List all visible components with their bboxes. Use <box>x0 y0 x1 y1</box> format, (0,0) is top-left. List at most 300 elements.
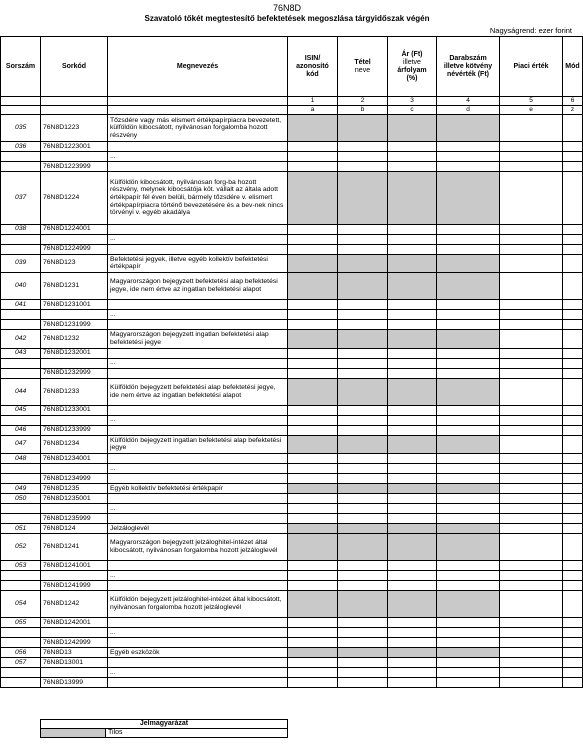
row-sorszam <box>1 504 41 514</box>
cell-piaci-ertek[interactable] <box>500 234 563 244</box>
cell-ar[interactable] <box>388 638 437 648</box>
cell-piaci-ertek[interactable] <box>500 152 563 162</box>
cell-darabszam <box>437 172 500 225</box>
cell-piaci-ertek[interactable] <box>500 405 563 415</box>
cell-isin[interactable] <box>288 162 338 172</box>
cell-ar <box>388 648 437 658</box>
cell-darabszam[interactable] <box>437 561 500 571</box>
cell-tetel[interactable] <box>338 405 388 415</box>
cell-isin[interactable] <box>288 142 338 152</box>
table-row <box>1 668 583 678</box>
cell-mod[interactable] <box>563 494 583 504</box>
cell-isin[interactable] <box>288 368 338 378</box>
row-sorszam <box>1 415 41 425</box>
cell-isin <box>288 330 338 349</box>
cell-darabszam[interactable] <box>437 464 500 474</box>
cell-ar[interactable] <box>388 405 437 415</box>
cell-tetel <box>338 524 388 534</box>
cell-darabszam[interactable] <box>437 628 500 638</box>
cell-tetel[interactable] <box>338 504 388 514</box>
row-megnevezes: ... <box>108 358 288 368</box>
row-sorszam <box>1 514 41 524</box>
cell-isin <box>288 172 338 225</box>
cell-tetel[interactable] <box>338 162 388 172</box>
cell-isin[interactable] <box>288 464 338 474</box>
row-megnevezes <box>108 618 288 628</box>
cell-mod[interactable] <box>563 358 583 368</box>
col-letter-a: a <box>288 106 338 115</box>
cell-ar <box>388 435 437 454</box>
cell-darabszam[interactable] <box>437 348 500 358</box>
cell-isin[interactable] <box>288 474 338 484</box>
col-number-blank <box>1 97 41 106</box>
cell-piaci-ertek[interactable] <box>500 368 563 378</box>
row-sorszam <box>1 358 41 368</box>
cell-piaci-ertek[interactable] <box>500 504 563 514</box>
cell-piaci-ertek[interactable] <box>500 254 563 273</box>
cell-ar[interactable] <box>388 348 437 358</box>
cell-isin[interactable] <box>288 581 338 591</box>
cell-tetel[interactable] <box>338 425 388 435</box>
row-megnevezes: ... <box>108 668 288 678</box>
column-number-row <box>1 97 583 106</box>
cell-piaci-ertek[interactable] <box>500 273 563 300</box>
row-megnevezes <box>108 581 288 591</box>
cell-ar[interactable] <box>388 678 437 688</box>
cell-mod[interactable] <box>563 224 583 234</box>
cell-darabszam[interactable] <box>437 658 500 668</box>
row-megnevezes: Külföldön kibocsátott, nyilvánosan forg-ba hozott részvény, melynek kibocsátója köt. vállalt az általa adott értékpapír fél éven belüli, bármely tőzsdére v. elismert értékpapírpiacra történő bevezetésére és a bev-nek nincs törvényi v. egyéb akadálya <box>108 172 288 225</box>
table-row <box>1 330 583 349</box>
cell-mod[interactable] <box>563 320 583 330</box>
table-row <box>1 638 583 648</box>
cell-piaci-ertek[interactable] <box>500 224 563 234</box>
cell-mod[interactable] <box>563 310 583 320</box>
cell-mod[interactable] <box>563 115 583 142</box>
cell-darabszam[interactable] <box>437 415 500 425</box>
cell-piaci-ertek[interactable] <box>500 581 563 591</box>
cell-ar[interactable] <box>388 320 437 330</box>
cell-darabszam[interactable] <box>437 310 500 320</box>
cell-tetel[interactable] <box>338 571 388 581</box>
row-sorszam: 043 <box>1 348 41 358</box>
cell-tetel[interactable] <box>338 358 388 368</box>
cell-mod[interactable] <box>563 172 583 225</box>
cell-piaci-ertek[interactable] <box>500 415 563 425</box>
col-number-2: 2 <box>338 97 388 106</box>
col-header-tetel <box>338 37 388 97</box>
row-sorkod <box>41 628 108 638</box>
cell-tetel[interactable] <box>338 494 388 504</box>
cell-mod[interactable] <box>563 658 583 668</box>
cell-mod[interactable] <box>563 484 583 494</box>
cell-tetel[interactable] <box>338 152 388 162</box>
row-sorkod: 76N8D13 <box>41 648 108 658</box>
cell-ar[interactable] <box>388 514 437 524</box>
cell-darabszam[interactable] <box>437 504 500 514</box>
col-header-isin-line3: kód <box>306 70 319 78</box>
cell-ar[interactable] <box>388 234 437 244</box>
row-sorszam <box>1 464 41 474</box>
cell-darabszam[interactable] <box>437 638 500 648</box>
cell-isin <box>288 524 338 534</box>
cell-darabszam[interactable] <box>437 358 500 368</box>
cell-mod[interactable] <box>563 561 583 571</box>
cell-mod[interactable] <box>563 464 583 474</box>
cell-darabszam[interactable] <box>437 368 500 378</box>
cell-mod[interactable] <box>563 514 583 524</box>
cell-isin[interactable] <box>288 561 338 571</box>
cell-isin[interactable] <box>288 310 338 320</box>
table-row <box>1 678 583 688</box>
cell-darabszam <box>437 330 500 349</box>
cell-isin[interactable] <box>288 658 338 668</box>
investment-table <box>0 36 583 688</box>
cell-piaci-ertek[interactable] <box>500 571 563 581</box>
cell-isin[interactable] <box>288 628 338 638</box>
cell-mod[interactable] <box>563 591 583 618</box>
cell-darabszam[interactable] <box>437 405 500 415</box>
cell-mod[interactable] <box>563 415 583 425</box>
cell-tetel[interactable] <box>338 581 388 591</box>
cell-mod[interactable] <box>563 405 583 415</box>
cell-mod[interactable] <box>563 648 583 658</box>
cell-darabszam <box>437 484 500 494</box>
row-megnevezes <box>108 638 288 648</box>
cell-tetel[interactable] <box>338 454 388 464</box>
col-letter-blank <box>108 106 288 115</box>
cell-piaci-ertek[interactable] <box>500 320 563 330</box>
row-sorkod: 76N8D1242001 <box>41 618 108 628</box>
cell-tetel[interactable] <box>338 628 388 638</box>
cell-mod[interactable] <box>563 504 583 514</box>
cell-mod[interactable] <box>563 454 583 464</box>
row-sorszam: 036 <box>1 142 41 152</box>
cell-mod[interactable] <box>563 330 583 349</box>
cell-piaci-ertek[interactable] <box>500 162 563 172</box>
table-row <box>1 534 583 561</box>
cell-piaci-ertek[interactable] <box>500 514 563 524</box>
cell-tetel[interactable] <box>338 638 388 648</box>
col-header-tetel-line1: Tétel <box>354 58 371 66</box>
cell-piaci-ertek[interactable] <box>500 658 563 668</box>
cell-piaci-ertek[interactable] <box>500 494 563 504</box>
row-megnevezes <box>108 454 288 464</box>
cell-darabszam[interactable] <box>437 678 500 688</box>
cell-tetel <box>338 330 388 349</box>
cell-darabszam[interactable] <box>437 494 500 504</box>
row-megnevezes: ... <box>108 464 288 474</box>
cell-darabszam[interactable] <box>437 152 500 162</box>
cell-darabszam[interactable] <box>437 474 500 484</box>
row-megnevezes: ... <box>108 415 288 425</box>
cell-tetel[interactable] <box>338 320 388 330</box>
cell-mod[interactable] <box>563 435 583 454</box>
cell-isin[interactable] <box>288 234 338 244</box>
cell-darabszam[interactable] <box>437 320 500 330</box>
cell-ar[interactable] <box>388 310 437 320</box>
cell-piaci-ertek[interactable] <box>500 115 563 142</box>
cell-isin[interactable] <box>288 678 338 688</box>
row-sorkod: 76N8D1224001 <box>41 224 108 234</box>
table-row <box>1 142 583 152</box>
cell-ar[interactable] <box>388 152 437 162</box>
legend-title: Jelmagyarázat <box>41 720 288 729</box>
row-sorszam: 055 <box>1 618 41 628</box>
table-row <box>1 514 583 524</box>
cell-piaci-ertek[interactable] <box>500 330 563 349</box>
cell-ar[interactable] <box>388 454 437 464</box>
cell-ar[interactable] <box>388 618 437 628</box>
cell-piaci-ertek[interactable] <box>500 678 563 688</box>
cell-ar[interactable] <box>388 368 437 378</box>
cell-piaci-ertek[interactable] <box>500 425 563 435</box>
cell-isin[interactable] <box>288 348 338 358</box>
cell-darabszam[interactable] <box>437 581 500 591</box>
cell-isin <box>288 273 338 300</box>
header-row <box>1 37 583 97</box>
cell-isin[interactable] <box>288 494 338 504</box>
col-letter-blank <box>1 106 41 115</box>
cell-piaci-ertek[interactable] <box>500 474 563 484</box>
row-sorszam <box>1 668 41 678</box>
row-megnevezes: ... <box>108 310 288 320</box>
cell-ar <box>388 591 437 618</box>
cell-piaci-ertek[interactable] <box>500 638 563 648</box>
cell-mod[interactable] <box>563 581 583 591</box>
cell-piaci-ertek[interactable] <box>500 464 563 474</box>
cell-tetel[interactable] <box>338 415 388 425</box>
col-header-darabszam-line1: Darabszám <box>449 54 487 62</box>
cell-tetel[interactable] <box>338 658 388 668</box>
cell-tetel[interactable] <box>338 514 388 524</box>
cell-darabszam[interactable] <box>437 234 500 244</box>
cell-piaci-ertek[interactable] <box>500 524 563 534</box>
cell-piaci-ertek[interactable] <box>500 300 563 310</box>
cell-darabszam[interactable] <box>437 224 500 234</box>
cell-ar[interactable] <box>388 300 437 310</box>
cell-ar[interactable] <box>388 358 437 368</box>
table-row <box>1 581 583 591</box>
cell-ar[interactable] <box>388 628 437 638</box>
cell-piaci-ertek[interactable] <box>500 435 563 454</box>
cell-ar[interactable] <box>388 224 437 234</box>
cell-tetel[interactable] <box>338 300 388 310</box>
cell-isin[interactable] <box>288 514 338 524</box>
cell-piaci-ertek[interactable] <box>500 648 563 658</box>
cell-piaci-ertek[interactable] <box>500 310 563 320</box>
cell-isin[interactable] <box>288 415 338 425</box>
cell-mod[interactable] <box>563 668 583 678</box>
row-megnevezes: ... <box>108 504 288 514</box>
cell-tetel[interactable] <box>338 234 388 244</box>
col-header-darabszam <box>437 37 500 97</box>
row-sorszam: 054 <box>1 591 41 618</box>
cell-ar[interactable] <box>388 571 437 581</box>
cell-darabszam <box>437 534 500 561</box>
cell-isin[interactable] <box>288 300 338 310</box>
cell-ar[interactable] <box>388 658 437 668</box>
col-header-ar-line2: illetve <box>403 58 421 66</box>
cell-isin[interactable] <box>288 504 338 514</box>
cell-ar[interactable] <box>388 162 437 172</box>
cell-tetel <box>338 172 388 225</box>
cell-piaci-ertek[interactable] <box>500 561 563 571</box>
cell-mod[interactable] <box>563 534 583 561</box>
cell-piaci-ertek[interactable] <box>500 378 563 405</box>
cell-tetel[interactable] <box>338 310 388 320</box>
row-megnevezes: Egyéb eszközök <box>108 648 288 658</box>
cell-mod[interactable] <box>563 348 583 358</box>
cell-piaci-ertek[interactable] <box>500 454 563 464</box>
cell-ar[interactable] <box>388 504 437 514</box>
cell-isin[interactable] <box>288 425 338 435</box>
cell-isin[interactable] <box>288 571 338 581</box>
row-sorkod: 76N8D1242 <box>41 591 108 618</box>
cell-piaci-ertek[interactable] <box>500 628 563 638</box>
cell-piaci-ertek[interactable] <box>500 618 563 628</box>
cell-darabszam[interactable] <box>437 571 500 581</box>
cell-piaci-ertek[interactable] <box>500 348 563 358</box>
cell-darabszam[interactable] <box>437 618 500 628</box>
cell-isin[interactable] <box>288 320 338 330</box>
cell-darabszam[interactable] <box>437 454 500 464</box>
cell-ar <box>388 378 437 405</box>
cell-mod[interactable] <box>563 571 583 581</box>
table-row <box>1 300 583 310</box>
cell-ar[interactable] <box>388 494 437 504</box>
cell-tetel[interactable] <box>338 244 388 254</box>
cell-tetel[interactable] <box>338 368 388 378</box>
cell-tetel[interactable] <box>338 561 388 571</box>
cell-piaci-ertek[interactable] <box>500 484 563 494</box>
cell-piaci-ertek[interactable] <box>500 534 563 561</box>
cell-mod[interactable] <box>563 254 583 273</box>
cell-mod[interactable] <box>563 378 583 405</box>
cell-mod[interactable] <box>563 234 583 244</box>
cell-mod[interactable] <box>563 678 583 688</box>
cell-mod[interactable] <box>563 273 583 300</box>
cell-tetel[interactable] <box>338 678 388 688</box>
cell-piaci-ertek[interactable] <box>500 142 563 152</box>
row-megnevezes <box>108 224 288 234</box>
row-megnevezes: Befektetési jegyek, illetve egyéb kollektív befektetési értékpapír <box>108 254 288 273</box>
cell-piaci-ertek[interactable] <box>500 668 563 678</box>
cell-piaci-ertek[interactable] <box>500 358 563 368</box>
cell-darabszam[interactable] <box>437 162 500 172</box>
cell-ar[interactable] <box>388 474 437 484</box>
table-row <box>1 591 583 618</box>
cell-tetel[interactable] <box>338 668 388 678</box>
cell-mod[interactable] <box>563 244 583 254</box>
row-sorkod: 76N8D1234 <box>41 435 108 454</box>
cell-ar <box>388 273 437 300</box>
cell-tetel[interactable] <box>338 464 388 474</box>
cell-piaci-ertek[interactable] <box>500 244 563 254</box>
row-megnevezes <box>108 561 288 571</box>
cell-darabszam[interactable] <box>437 425 500 435</box>
cell-mod[interactable] <box>563 474 583 484</box>
cell-isin[interactable] <box>288 358 338 368</box>
col-header-mod: Mód <box>563 37 583 97</box>
cell-ar[interactable] <box>388 415 437 425</box>
cell-mod[interactable] <box>563 300 583 310</box>
cell-isin[interactable] <box>288 405 338 415</box>
cell-tetel[interactable] <box>338 142 388 152</box>
cell-mod[interactable] <box>563 638 583 648</box>
cell-ar[interactable] <box>388 425 437 435</box>
cell-isin[interactable] <box>288 618 338 628</box>
cell-tetel[interactable] <box>338 348 388 358</box>
cell-ar[interactable] <box>388 561 437 571</box>
table-row <box>1 172 583 225</box>
cell-mod[interactable] <box>563 162 583 172</box>
cell-mod[interactable] <box>563 524 583 534</box>
table-row <box>1 504 583 514</box>
cell-ar[interactable] <box>388 464 437 474</box>
cell-mod[interactable] <box>563 618 583 628</box>
cell-darabszam <box>437 648 500 658</box>
cell-isin[interactable] <box>288 152 338 162</box>
cell-isin[interactable] <box>288 668 338 678</box>
cell-ar[interactable] <box>388 244 437 254</box>
cell-ar <box>388 172 437 225</box>
row-sorszam: 048 <box>1 454 41 464</box>
cell-isin <box>288 254 338 273</box>
cell-darabszam[interactable] <box>437 300 500 310</box>
cell-mod[interactable] <box>563 425 583 435</box>
cell-tetel[interactable] <box>338 618 388 628</box>
row-sorszam: 041 <box>1 300 41 310</box>
cell-darabszam[interactable] <box>437 244 500 254</box>
cell-darabszam <box>437 378 500 405</box>
row-megnevezes: ... <box>108 234 288 244</box>
cell-isin[interactable] <box>288 244 338 254</box>
cell-darabszam[interactable] <box>437 668 500 678</box>
cell-isin <box>288 591 338 618</box>
row-megnevezes <box>108 494 288 504</box>
cell-tetel <box>338 484 388 494</box>
cell-tetel[interactable] <box>338 224 388 234</box>
cell-ar[interactable] <box>388 142 437 152</box>
row-megnevezes: Jelzáloglevél <box>108 524 288 534</box>
cell-mod[interactable] <box>563 368 583 378</box>
cell-isin <box>288 534 338 561</box>
cell-tetel[interactable] <box>338 474 388 484</box>
cell-piaci-ertek[interactable] <box>500 172 563 225</box>
col-letter-z: z <box>563 106 583 115</box>
cell-piaci-ertek[interactable] <box>500 591 563 618</box>
form-code: 76N8D <box>272 3 301 13</box>
cell-mod[interactable] <box>563 142 583 152</box>
row-megnevezes: Magyarországon bejegyzett jelzáloghitel-intézet által kibocsátott, nyilvánosan forgalomba hozott jelzáloglevél <box>108 534 288 561</box>
cell-ar[interactable] <box>388 668 437 678</box>
cell-isin[interactable] <box>288 224 338 234</box>
cell-darabszam[interactable] <box>437 514 500 524</box>
row-sorszam <box>1 638 41 648</box>
row-megnevezes: Külföldön bejegyzett ingatlan befektetési alap befektetési jegye <box>108 435 288 454</box>
cell-isin[interactable] <box>288 454 338 464</box>
row-sorszam <box>1 162 41 172</box>
cell-ar[interactable] <box>388 581 437 591</box>
cell-darabszam[interactable] <box>437 142 500 152</box>
cell-mod[interactable] <box>563 628 583 638</box>
cell-isin[interactable] <box>288 638 338 648</box>
row-sorkod: 76N8D1241999 <box>41 581 108 591</box>
cell-mod[interactable] <box>563 152 583 162</box>
row-sorszam: 057 <box>1 658 41 668</box>
row-sorszam <box>1 244 41 254</box>
